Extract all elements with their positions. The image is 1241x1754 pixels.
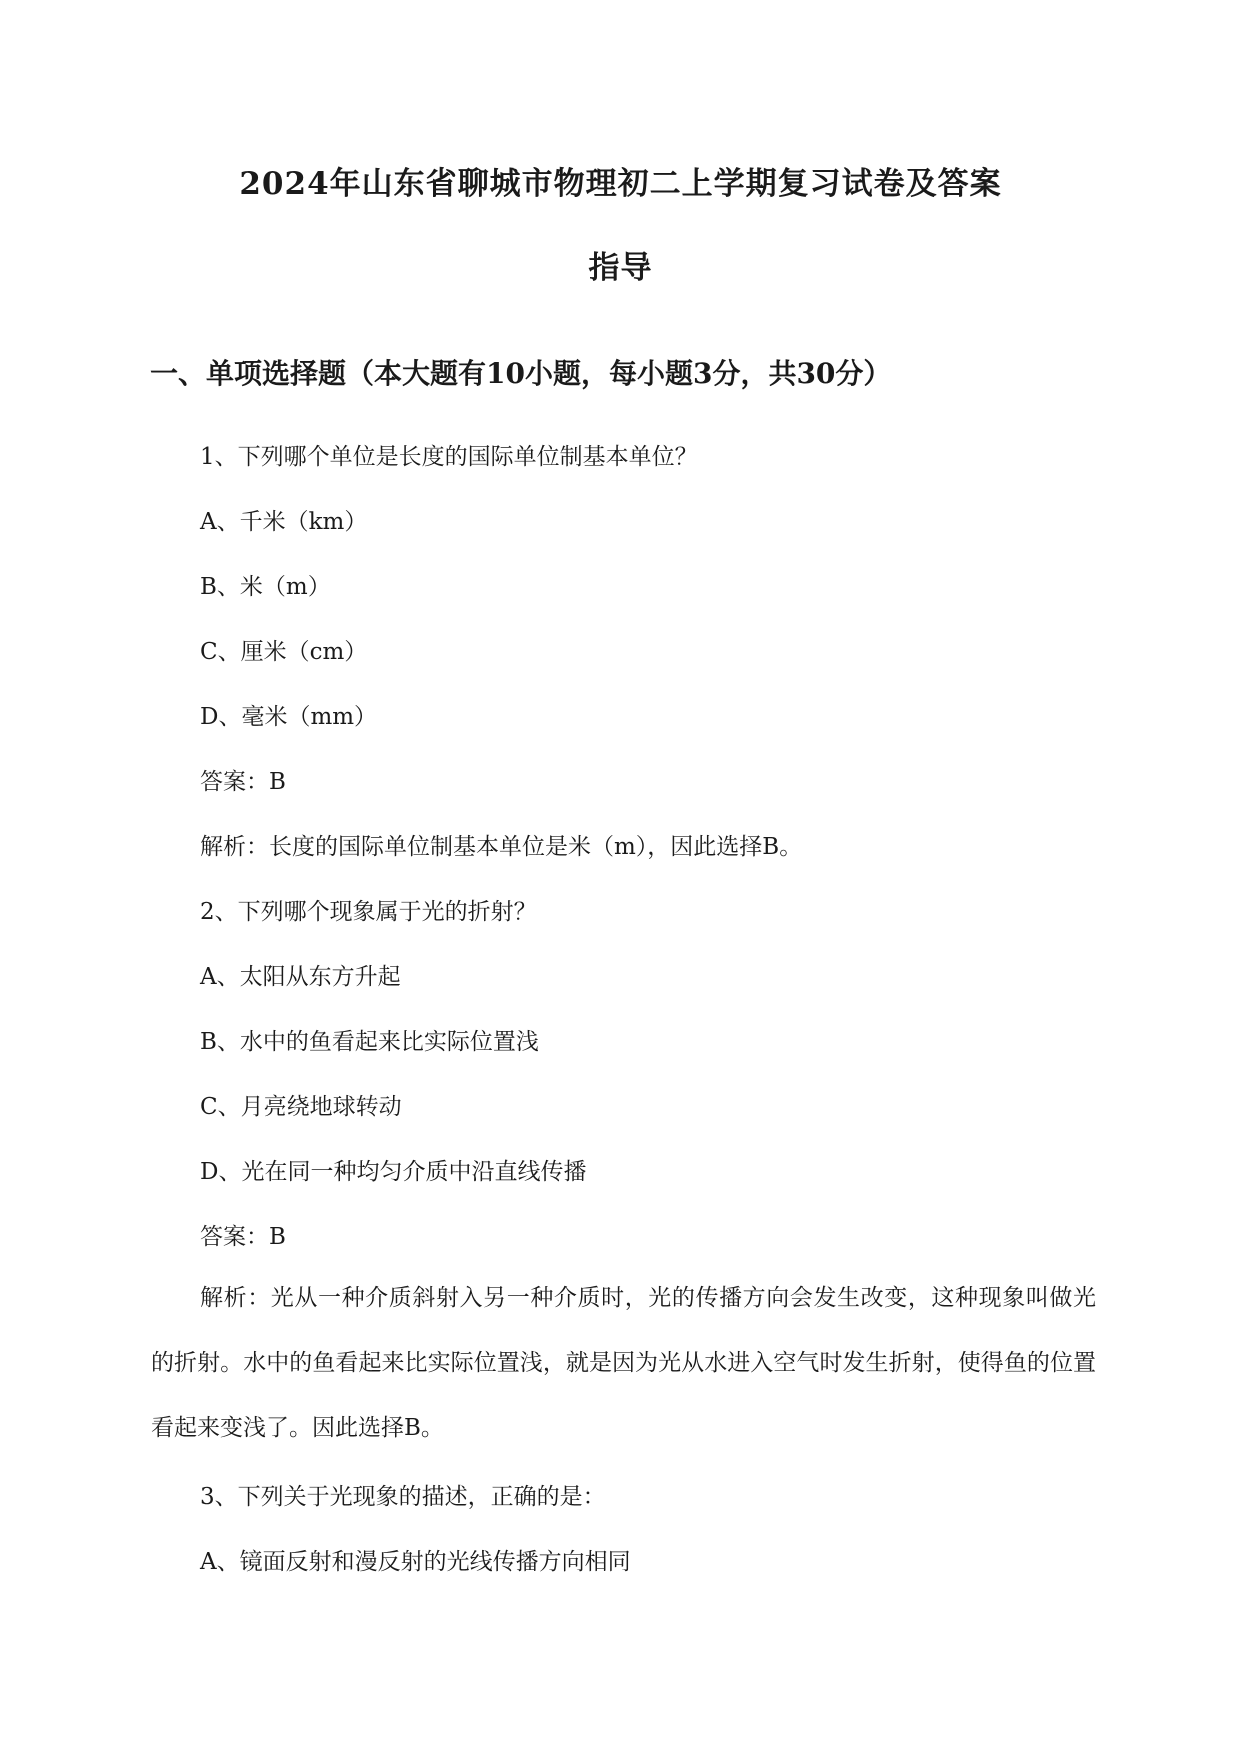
section-heading: 一、单项选择题（本大题有10小题，每小题3分，共30分） [150,357,892,390]
question-2-option-c: C、月亮绕地球转动 [200,1094,402,1120]
question-3-stem: 3、下列关于光现象的描述，正确的是： [200,1484,606,1510]
question-2-option-a: A、太阳从东方升起 [200,964,401,990]
question-1-option-d: D、毫米（mm） [200,704,378,730]
question-1-stem: 1、下列哪个单位是长度的国际单位制基本单位？ [200,444,698,470]
question-2-option-b: B、水中的鱼看起来比实际位置浅 [200,1029,539,1055]
question-2-answer: 答案：B [200,1224,286,1250]
question-1-answer: 答案：B [200,769,286,795]
question-1-option-b: B、米（m） [200,574,331,600]
question-2-option-d: D、光在同一种均匀介质中沿直线传播 [200,1159,587,1185]
document-title-line1: 2024年山东省聊城市物理初二上学期复习试卷及答案 [239,166,1002,202]
question-1-option-c: C、厘米（cm） [200,639,368,665]
question-1-option-a: A、千米（km） [200,509,368,535]
question-2-stem: 2、下列哪个现象属于光的折射？ [200,899,537,925]
question-2-analysis: 解析：光从一种介质斜射入另一种介质时，光的传播方向会发生改变，这种现象叫做光的折射。水中的鱼看起来比实际位置浅，就是因为光从水进入空气时发生折射，使得鱼的位置看起来变浅了。因此选择B。 [151,1285,1096,1441]
question-3-option-a: A、镜面反射和漫反射的光线传播方向相同 [200,1549,631,1575]
document-title-line2: 指导 [588,250,653,286]
question-1-analysis: 解析：长度的国际单位制基本单位是米（m），因此选择B。 [200,834,803,860]
